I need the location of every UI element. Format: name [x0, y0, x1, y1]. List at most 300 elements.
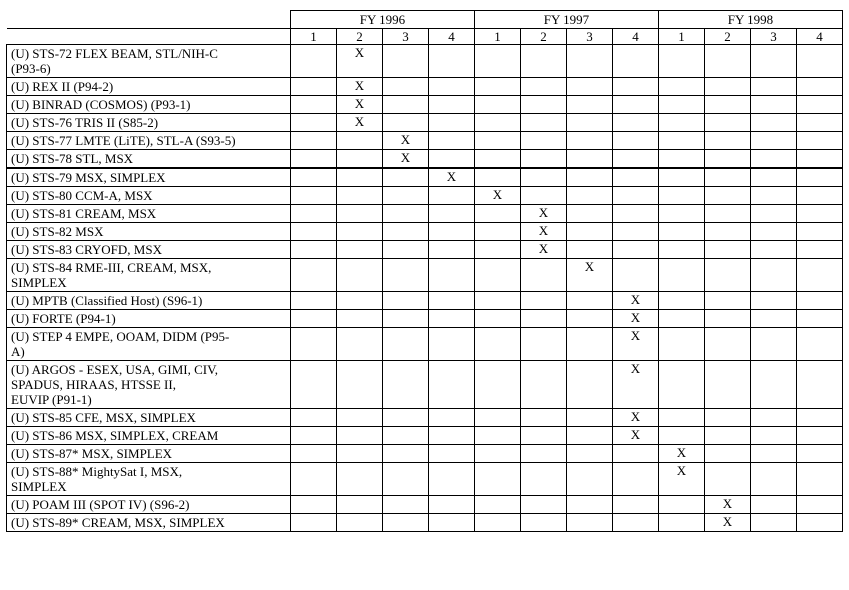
quarter-cell — [567, 328, 613, 361]
quarter-cell — [705, 427, 751, 445]
quarter-cell — [521, 96, 567, 114]
table-row — [7, 78, 843, 96]
fiscal-year-header-row — [7, 11, 843, 29]
quarter-cell — [383, 292, 429, 310]
quarter-cell — [475, 150, 521, 169]
quarter-cell — [705, 409, 751, 427]
quarter-cell — [659, 241, 705, 259]
quarter-cell — [797, 514, 843, 532]
schedule-mark: X — [446, 169, 457, 184]
payload-label — [7, 96, 291, 114]
quarter-cell — [705, 463, 751, 496]
quarter-cell — [751, 427, 797, 445]
quarter-cell — [521, 241, 567, 259]
quarter-cell — [521, 361, 567, 409]
quarter-cell — [659, 223, 705, 241]
quarter-cell — [567, 187, 613, 205]
quarter-cell — [797, 96, 843, 114]
quarter-cell — [797, 45, 843, 78]
payload-label-line: (P93-6) — [11, 61, 51, 76]
quarter-cell — [751, 168, 797, 187]
payload-label-line: (U) STS-87* MSX, SIMPLEX — [11, 446, 173, 461]
payload-label-line: (U) STS-77 LMTE (LiTE), STL-A (S93-5) — [11, 133, 236, 148]
quarter-cell — [751, 132, 797, 150]
quarter-header: 1 — [291, 29, 337, 45]
table-row — [7, 150, 843, 169]
quarter-cell — [797, 78, 843, 96]
quarter-cell — [429, 241, 475, 259]
quarter-cell — [291, 132, 337, 150]
quarter-cell — [291, 45, 337, 78]
quarter-cell — [475, 292, 521, 310]
schedule-mark: X — [354, 45, 365, 60]
quarter-cell — [797, 328, 843, 361]
quarter-cell — [567, 292, 613, 310]
quarter-cell — [475, 310, 521, 328]
payload-label-line: (U) STS-72 FLEX BEAM, STL/NIH-C — [11, 46, 218, 61]
quarter-header: 3 — [567, 29, 613, 45]
quarter-header: 1 — [475, 29, 521, 45]
quarter-cell — [705, 96, 751, 114]
payload-label-line: (U) STS-83 CRYOFD, MSX — [11, 242, 162, 257]
quarter-cell — [659, 45, 705, 78]
quarter-cell — [475, 514, 521, 532]
quarter-header: 2 — [337, 29, 383, 45]
quarter-cell — [613, 409, 659, 427]
quarter-cell — [475, 168, 521, 187]
quarter-header: 4 — [613, 29, 659, 45]
quarter-cell — [613, 496, 659, 514]
quarter-cell — [521, 514, 567, 532]
quarter-cell — [429, 187, 475, 205]
table-row — [7, 361, 843, 409]
quarter-cell — [705, 45, 751, 78]
payload-label-line: SPADUS, HIRAAS, HTSSE II, — [11, 377, 176, 392]
quarter-cell — [567, 361, 613, 409]
quarter-cell — [659, 132, 705, 150]
payload-label-line: (U) STS-80 CCM-A, MSX — [11, 188, 153, 203]
quarter-cell — [751, 96, 797, 114]
payload-label-line: (U) POAM III (SPOT IV) (S96-2) — [11, 497, 190, 512]
quarter-cell — [659, 96, 705, 114]
table-row — [7, 463, 843, 496]
payload-label — [7, 168, 291, 187]
quarter-cell — [659, 310, 705, 328]
quarter-cell — [751, 223, 797, 241]
quarter-cell — [337, 310, 383, 328]
quarter-cell — [705, 445, 751, 463]
quarter-cell — [521, 114, 567, 132]
quarter-cell — [705, 223, 751, 241]
quarter-cell — [383, 150, 429, 169]
quarter-cell — [521, 45, 567, 78]
quarter-cell — [521, 445, 567, 463]
quarter-cell — [383, 328, 429, 361]
quarter-cell — [751, 78, 797, 96]
header-blank-cell — [7, 29, 291, 45]
payload-label-line: (U) STS-85 CFE, MSX, SIMPLEX — [11, 410, 196, 425]
payload-label-line: (U) FORTE (P94-1) — [11, 311, 116, 326]
quarter-cell — [567, 45, 613, 78]
quarter-cell — [567, 96, 613, 114]
payload-label — [7, 241, 291, 259]
quarter-cell — [613, 78, 659, 96]
quarter-cell — [613, 114, 659, 132]
quarter-cell — [659, 168, 705, 187]
quarter-cell — [705, 78, 751, 96]
quarter-cell — [613, 514, 659, 532]
quarter-cell — [659, 114, 705, 132]
quarter-cell — [751, 241, 797, 259]
quarter-cell — [567, 241, 613, 259]
payload-label-line: (U) ARGOS - ESEX, USA, GIMI, CIV, — [11, 362, 219, 377]
quarter-cell — [521, 463, 567, 496]
table-row — [7, 427, 843, 445]
quarter-cell — [751, 496, 797, 514]
payload-label-line: (U) STS-86 MSX, SIMPLEX, CREAM — [11, 428, 219, 443]
quarter-cell — [705, 259, 751, 292]
schedule-mark: X — [630, 361, 641, 376]
quarter-cell — [659, 205, 705, 223]
quarter-cell — [705, 150, 751, 169]
table-row — [7, 205, 843, 223]
payload-label — [7, 78, 291, 96]
payload-label — [7, 132, 291, 150]
quarter-cell — [797, 150, 843, 169]
table-row — [7, 96, 843, 114]
quarter-cell — [567, 114, 613, 132]
quarter-cell — [429, 223, 475, 241]
schedule-mark: X — [538, 205, 549, 220]
quarter-cell — [521, 78, 567, 96]
quarter-cell — [521, 168, 567, 187]
schedule-mark: X — [630, 292, 641, 307]
table-row — [7, 328, 843, 361]
quarter-cell — [337, 427, 383, 445]
payload-label-line: (U) STS-76 TRIS II (S85-2) — [11, 115, 159, 130]
payload-label-line: SIMPLEX — [11, 275, 67, 290]
payload-label-line: (U) STS-79 MSX, SIMPLEX — [11, 170, 166, 185]
payload-label — [7, 187, 291, 205]
quarter-cell — [751, 187, 797, 205]
quarter-cell — [429, 78, 475, 96]
quarter-cell — [797, 259, 843, 292]
quarter-header: 3 — [383, 29, 429, 45]
payload-label-line: (U) STS-89* CREAM, MSX, SIMPLEX — [11, 515, 225, 530]
quarter-cell — [337, 168, 383, 187]
quarter-cell — [429, 445, 475, 463]
quarter-cell — [291, 168, 337, 187]
quarter-cell — [521, 132, 567, 150]
quarter-cell — [659, 328, 705, 361]
quarter-cell — [337, 223, 383, 241]
quarter-cell — [291, 150, 337, 169]
quarter-cell — [797, 463, 843, 496]
quarter-cell — [383, 445, 429, 463]
quarter-header-row — [7, 29, 843, 45]
quarter-cell — [705, 168, 751, 187]
table-row — [7, 259, 843, 292]
quarter-cell — [383, 205, 429, 223]
quarter-cell — [705, 241, 751, 259]
payload-label-line: (U) STS-78 STL, MSX — [11, 151, 134, 166]
quarter-cell — [337, 445, 383, 463]
quarter-cell — [567, 132, 613, 150]
quarter-cell — [291, 223, 337, 241]
table-row — [7, 409, 843, 427]
quarter-cell — [383, 187, 429, 205]
quarter-cell — [567, 496, 613, 514]
quarter-cell — [383, 168, 429, 187]
quarter-cell — [337, 409, 383, 427]
quarter-cell — [291, 463, 337, 496]
quarter-cell — [429, 259, 475, 292]
quarter-cell — [613, 150, 659, 169]
table-row — [7, 292, 843, 310]
schedule-mark: X — [630, 427, 641, 442]
quarter-cell — [429, 496, 475, 514]
quarter-cell — [291, 496, 337, 514]
quarter-cell — [383, 223, 429, 241]
quarter-cell — [475, 45, 521, 78]
quarter-cell — [705, 205, 751, 223]
schedule-mark: X — [722, 514, 733, 529]
quarter-cell — [337, 292, 383, 310]
quarter-cell — [567, 310, 613, 328]
quarter-cell — [475, 496, 521, 514]
payload-label — [7, 409, 291, 427]
quarter-cell — [705, 496, 751, 514]
quarter-cell — [797, 310, 843, 328]
quarter-cell — [383, 514, 429, 532]
schedule-mark: X — [492, 187, 503, 202]
quarter-cell — [613, 187, 659, 205]
quarter-cell — [521, 205, 567, 223]
payload-label — [7, 223, 291, 241]
fy-1996-header: FY 1996 — [291, 11, 475, 29]
quarter-cell — [475, 427, 521, 445]
quarter-cell — [613, 168, 659, 187]
quarter-cell — [383, 96, 429, 114]
quarter-cell — [429, 168, 475, 187]
quarter-cell — [613, 445, 659, 463]
quarter-cell — [383, 427, 429, 445]
quarter-cell — [291, 427, 337, 445]
quarter-cell — [751, 310, 797, 328]
quarter-cell — [475, 328, 521, 361]
quarter-cell — [291, 292, 337, 310]
quarter-cell — [797, 445, 843, 463]
quarter-cell — [567, 205, 613, 223]
payload-label-line: (U) STS-81 CREAM, MSX — [11, 206, 157, 221]
quarter-cell — [475, 78, 521, 96]
quarter-cell — [337, 241, 383, 259]
quarter-cell — [383, 409, 429, 427]
payload-label-line: (U) BINRAD (COSMOS) (P93-1) — [11, 97, 191, 112]
quarter-cell — [475, 259, 521, 292]
quarter-cell — [337, 78, 383, 96]
payload-label-line: (U) REX II (P94-2) — [11, 79, 114, 94]
quarter-cell — [383, 310, 429, 328]
schedule-mark: X — [676, 445, 687, 460]
quarter-header: 2 — [705, 29, 751, 45]
quarter-cell — [291, 96, 337, 114]
quarter-cell — [705, 310, 751, 328]
quarter-cell — [475, 463, 521, 496]
quarter-cell — [797, 361, 843, 409]
quarter-cell — [337, 187, 383, 205]
schedule-mark: X — [676, 463, 687, 478]
payload-label — [7, 361, 291, 409]
quarter-cell — [797, 132, 843, 150]
payload-label — [7, 328, 291, 361]
quarter-cell — [475, 223, 521, 241]
table-row — [7, 132, 843, 150]
schedule-mark: X — [354, 78, 365, 93]
quarter-cell — [521, 427, 567, 445]
quarter-cell — [475, 409, 521, 427]
payload-label-line: (U) STEP 4 EMPE, OOAM, DIDM (P95- — [11, 329, 230, 344]
quarter-cell — [797, 187, 843, 205]
quarter-cell — [521, 187, 567, 205]
quarter-cell — [475, 241, 521, 259]
quarter-cell — [613, 427, 659, 445]
quarter-cell — [337, 328, 383, 361]
table-row — [7, 496, 843, 514]
launch-schedule-table — [6, 10, 843, 532]
quarter-cell — [337, 361, 383, 409]
schedule-mark: X — [630, 310, 641, 325]
quarter-cell — [751, 259, 797, 292]
quarter-cell — [751, 205, 797, 223]
quarter-cell — [383, 259, 429, 292]
schedule-mark: X — [584, 259, 595, 274]
quarter-cell — [521, 259, 567, 292]
payload-label-line: EUVIP (P91-1) — [11, 392, 92, 407]
schedule-mark: X — [538, 223, 549, 238]
quarter-cell — [291, 241, 337, 259]
quarter-cell — [475, 96, 521, 114]
payload-label — [7, 150, 291, 169]
quarter-cell — [613, 310, 659, 328]
quarter-cell — [613, 292, 659, 310]
quarter-cell — [429, 292, 475, 310]
header-blank-cell — [7, 11, 291, 29]
quarter-cell — [751, 114, 797, 132]
quarter-cell — [567, 514, 613, 532]
schedule-mark: X — [400, 132, 411, 147]
payload-label-line: A) — [11, 344, 25, 359]
quarter-cell — [429, 205, 475, 223]
quarter-cell — [383, 241, 429, 259]
quarter-cell — [705, 114, 751, 132]
quarter-cell — [383, 463, 429, 496]
quarter-cell — [613, 259, 659, 292]
quarter-cell — [613, 205, 659, 223]
quarter-cell — [475, 114, 521, 132]
quarter-cell — [429, 132, 475, 150]
payload-label-line: (U) STS-82 MSX — [11, 224, 104, 239]
table-row — [7, 168, 843, 187]
quarter-cell — [291, 114, 337, 132]
quarter-cell — [705, 361, 751, 409]
schedule-mark: X — [400, 150, 411, 165]
quarter-cell — [337, 132, 383, 150]
quarter-cell — [291, 445, 337, 463]
quarter-cell — [383, 45, 429, 78]
quarter-cell — [613, 328, 659, 361]
quarter-cell — [291, 328, 337, 361]
quarter-cell — [337, 150, 383, 169]
payload-label — [7, 445, 291, 463]
quarter-cell — [567, 168, 613, 187]
quarter-cell — [567, 150, 613, 169]
quarter-cell — [337, 514, 383, 532]
quarter-cell — [659, 292, 705, 310]
quarter-cell — [705, 292, 751, 310]
payload-label-line: SIMPLEX — [11, 479, 67, 494]
payload-label — [7, 463, 291, 496]
quarter-cell — [521, 223, 567, 241]
quarter-cell — [429, 463, 475, 496]
quarter-cell — [475, 361, 521, 409]
quarter-cell — [797, 409, 843, 427]
quarter-cell — [429, 310, 475, 328]
quarter-cell — [659, 463, 705, 496]
quarter-cell — [521, 292, 567, 310]
quarter-cell — [705, 514, 751, 532]
quarter-cell — [613, 45, 659, 78]
quarter-cell — [475, 187, 521, 205]
quarter-cell — [751, 463, 797, 496]
schedule-mark: X — [630, 328, 641, 343]
quarter-cell — [751, 150, 797, 169]
quarter-cell — [475, 132, 521, 150]
quarter-cell — [659, 361, 705, 409]
payload-label — [7, 114, 291, 132]
payload-label — [7, 427, 291, 445]
quarter-cell — [567, 445, 613, 463]
quarter-cell — [291, 78, 337, 96]
table-row — [7, 187, 843, 205]
quarter-cell — [429, 409, 475, 427]
quarter-cell — [613, 241, 659, 259]
schedule-mark: X — [722, 496, 733, 511]
fy-1998-header: FY 1998 — [659, 11, 843, 29]
payload-label — [7, 310, 291, 328]
table-row — [7, 241, 843, 259]
quarter-cell — [475, 205, 521, 223]
quarter-cell — [429, 328, 475, 361]
table-row — [7, 514, 843, 532]
quarter-cell — [521, 328, 567, 361]
quarter-cell — [429, 96, 475, 114]
quarter-cell — [751, 514, 797, 532]
quarter-cell — [751, 361, 797, 409]
quarter-cell — [429, 45, 475, 78]
quarter-cell — [797, 496, 843, 514]
quarter-cell — [797, 114, 843, 132]
quarter-cell — [613, 463, 659, 496]
quarter-cell — [797, 168, 843, 187]
quarter-cell — [797, 292, 843, 310]
schedule-body — [7, 45, 843, 532]
quarter-cell — [659, 259, 705, 292]
quarter-cell — [751, 45, 797, 78]
table-row — [7, 445, 843, 463]
payload-label — [7, 292, 291, 310]
quarter-cell — [383, 496, 429, 514]
